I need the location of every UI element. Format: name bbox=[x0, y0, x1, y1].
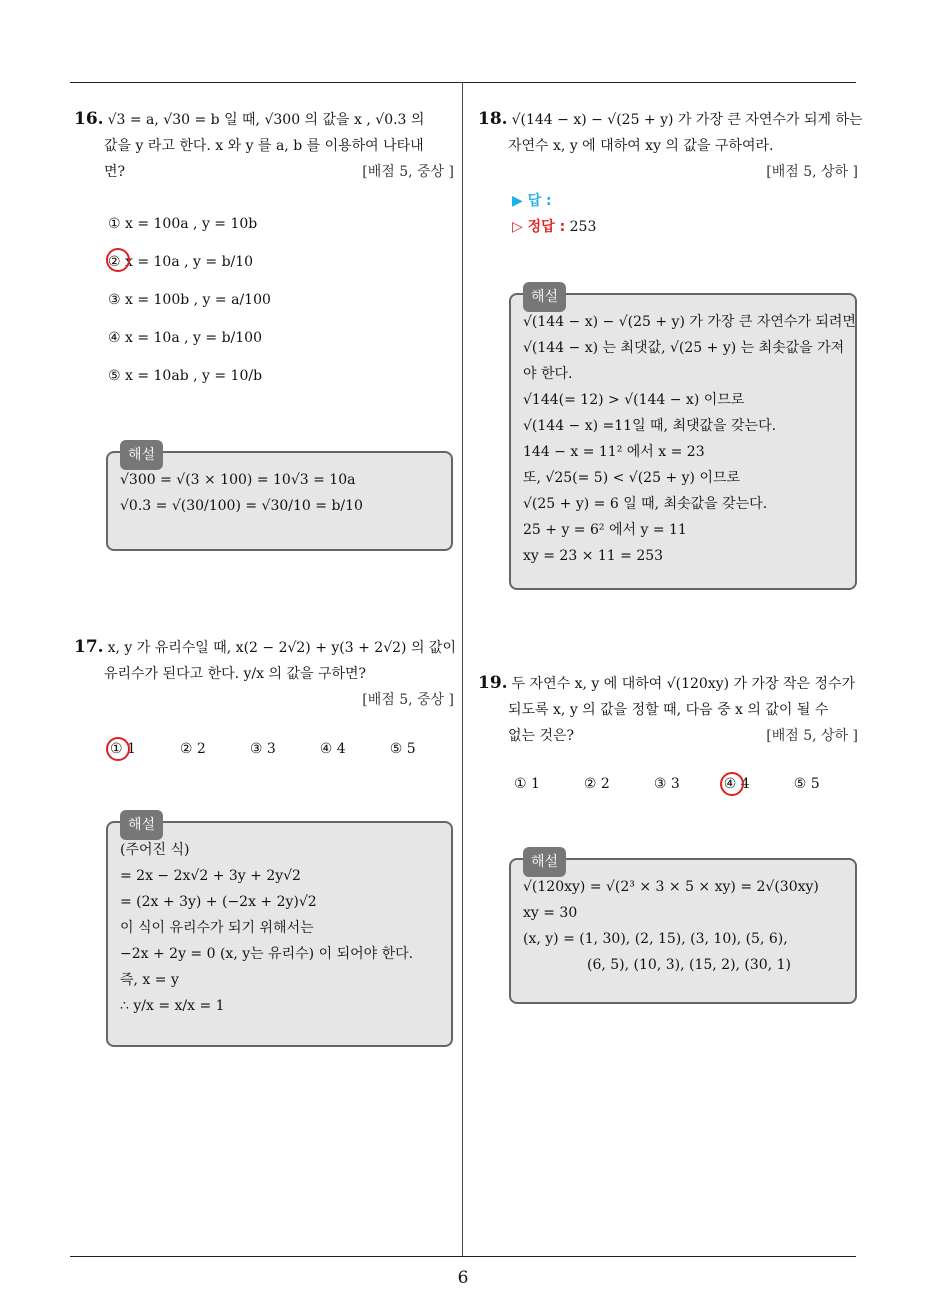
choices-19 bbox=[514, 771, 864, 797]
choice-4[interactable]: ④ 4 bbox=[723, 776, 750, 792]
solution-line: 144 − x = 11² 에서 x = 23 bbox=[523, 444, 705, 460]
question-text-line: 유리수가 된다고 한다. y/x 의 값을 구하면? bbox=[104, 666, 367, 682]
solution-line: 즉, x = y bbox=[120, 972, 179, 988]
solution-tag: 해설 bbox=[120, 440, 163, 470]
solution-box-17 bbox=[106, 817, 453, 1047]
choice-5[interactable]: ⑤ 5 bbox=[389, 741, 416, 757]
solution-line: √(25 + y) = 6 일 때, 최솟값을 갖는다. bbox=[523, 496, 768, 512]
question-17 bbox=[74, 634, 454, 713]
choices-16 bbox=[108, 205, 408, 395]
solution-line: √0.3 = √(30/100) = √30/10 = b/10 bbox=[120, 498, 363, 514]
choice-2[interactable]: ② x = 10a , y = b/10 bbox=[108, 254, 254, 270]
solution-box-19 bbox=[509, 854, 857, 1004]
solution-line: √(144 − x) =11일 때, 최댓값을 갖는다. bbox=[523, 418, 777, 434]
question-text-line: 자연수 x, y 에 대하여 xy 의 값을 구하여라. bbox=[508, 138, 774, 154]
answer-section-18 bbox=[512, 188, 596, 240]
score-meta: [배점 5, 중상 ] bbox=[362, 692, 454, 708]
question-number: 19. bbox=[478, 673, 508, 693]
solution-line: √300 = √(3 × 100) = 10√3 = 10a bbox=[120, 472, 356, 488]
choice-1[interactable]: ① x = 100a , y = 10b bbox=[108, 216, 258, 232]
question-text-line: 값을 y 라고 한다. x 와 y 를 a, b 를 이용하여 나타내 bbox=[104, 138, 424, 154]
solution-line: (주어진 식) bbox=[120, 842, 190, 858]
answer-label: ▶ 답 : bbox=[512, 193, 552, 209]
solution-box-18 bbox=[509, 289, 857, 590]
answer-mark-circle bbox=[720, 772, 744, 796]
choice-2[interactable]: ② 2 bbox=[583, 776, 610, 792]
choice-4[interactable]: ④ x = 10a , y = b/100 bbox=[108, 330, 262, 346]
solution-line: 또, √25(= 5) < √(25 + y) 이므로 bbox=[523, 470, 741, 486]
question-text-line: √(144 − x) − √(25 + y) 가 가장 큰 자연수가 되게 하는 bbox=[511, 112, 863, 128]
score-meta: [배점 5, 상하 ] bbox=[766, 164, 858, 180]
solution-line: 이 식이 유리수가 되기 위해서는 bbox=[120, 920, 314, 936]
solution-line: = 2x − 2x√2 + 3y + 2y√2 bbox=[120, 868, 301, 884]
question-text-line: 두 자연수 x, y 에 대하여 √(120xy) 가 가장 작은 정수가 bbox=[511, 676, 856, 692]
top-rule bbox=[70, 82, 856, 83]
solution-line: 야 한다. bbox=[523, 366, 573, 382]
solution-line: (6, 5), (10, 3), (15, 2), (30, 1) bbox=[587, 957, 791, 973]
choice-1[interactable]: ① 1 bbox=[110, 741, 136, 757]
question-16 bbox=[74, 106, 454, 185]
question-text-line: 되도록 x, y 의 값을 정할 때, 다음 중 x 의 값이 될 수 bbox=[508, 702, 829, 718]
solution-line: −2x + 2y = 0 (x, y는 유리수) 이 되어야 한다. bbox=[120, 946, 414, 962]
solution-box-16 bbox=[106, 447, 453, 551]
solution-line: √(144 − x) 는 최댓값, √(25 + y) 는 최솟값을 가져 bbox=[523, 340, 845, 356]
solution-line: √144(= 12) > √(144 − x) 이므로 bbox=[523, 392, 745, 408]
solution-line: ∴ y/x = x/x = 1 bbox=[120, 998, 225, 1014]
solution-line: (x, y) = (1, 30), (2, 15), (3, 10), (5, 6), bbox=[523, 931, 788, 947]
correct-answer-label: ▷ 정답 : bbox=[512, 219, 566, 235]
question-18 bbox=[478, 106, 863, 185]
solution-line: √(144 − x) − √(25 + y) 가 가장 큰 자연수가 되려면 bbox=[523, 314, 856, 330]
question-text-line: 면? bbox=[104, 164, 126, 180]
question-text-line: x, y 가 유리수일 때, x(2 − 2√2) + y(3 + 2√2) 의 값이 bbox=[107, 640, 456, 656]
choice-5[interactable]: ⑤ x = 10ab , y = 10/b bbox=[108, 368, 263, 384]
question-19 bbox=[478, 670, 858, 749]
choice-1[interactable]: ① 1 bbox=[514, 776, 540, 792]
solution-line: = (2x + 3y) + (−2x + 2y)√2 bbox=[120, 894, 317, 910]
page-number: 6 bbox=[457, 1268, 469, 1288]
solution-line: √(120xy) = √(2³ × 3 × 5 × xy) = 2√(30xy) bbox=[523, 879, 819, 895]
choice-3[interactable]: ③ x = 100b , y = a/100 bbox=[108, 292, 271, 308]
question-text-line: √3 = a, √30 = b 일 때, √300 의 값을 x , √0.3 의 bbox=[107, 112, 425, 128]
answer-mark-circle bbox=[106, 248, 130, 272]
question-number: 18. bbox=[478, 109, 508, 129]
correct-answer-value: 253 bbox=[569, 219, 597, 235]
bottom-rule bbox=[70, 1256, 856, 1257]
question-number: 17. bbox=[74, 637, 104, 657]
solution-line: xy = 30 bbox=[523, 905, 578, 921]
choice-3[interactable]: ③ 3 bbox=[653, 776, 680, 792]
solution-line: xy = 23 × 11 = 253 bbox=[523, 548, 664, 564]
solution-line: 25 + y = 6² 에서 y = 11 bbox=[523, 522, 687, 538]
solution-tag: 해설 bbox=[523, 847, 566, 877]
solution-tag: 해설 bbox=[523, 282, 566, 312]
question-number: 16. bbox=[74, 109, 104, 129]
choice-4[interactable]: ④ 4 bbox=[319, 741, 346, 757]
column-divider bbox=[462, 82, 463, 1256]
score-meta: [배점 5, 상하 ] bbox=[766, 728, 858, 744]
choice-5[interactable]: ⑤ 5 bbox=[793, 776, 820, 792]
choice-2[interactable]: ② 2 bbox=[179, 741, 206, 757]
choices-17 bbox=[110, 736, 460, 762]
choice-3[interactable]: ③ 3 bbox=[249, 741, 276, 757]
answer-mark-circle bbox=[106, 737, 130, 761]
solution-tag: 해설 bbox=[120, 810, 163, 840]
question-text-line: 없는 것은? bbox=[508, 728, 575, 744]
score-meta: [배점 5, 중상 ] bbox=[362, 164, 454, 180]
